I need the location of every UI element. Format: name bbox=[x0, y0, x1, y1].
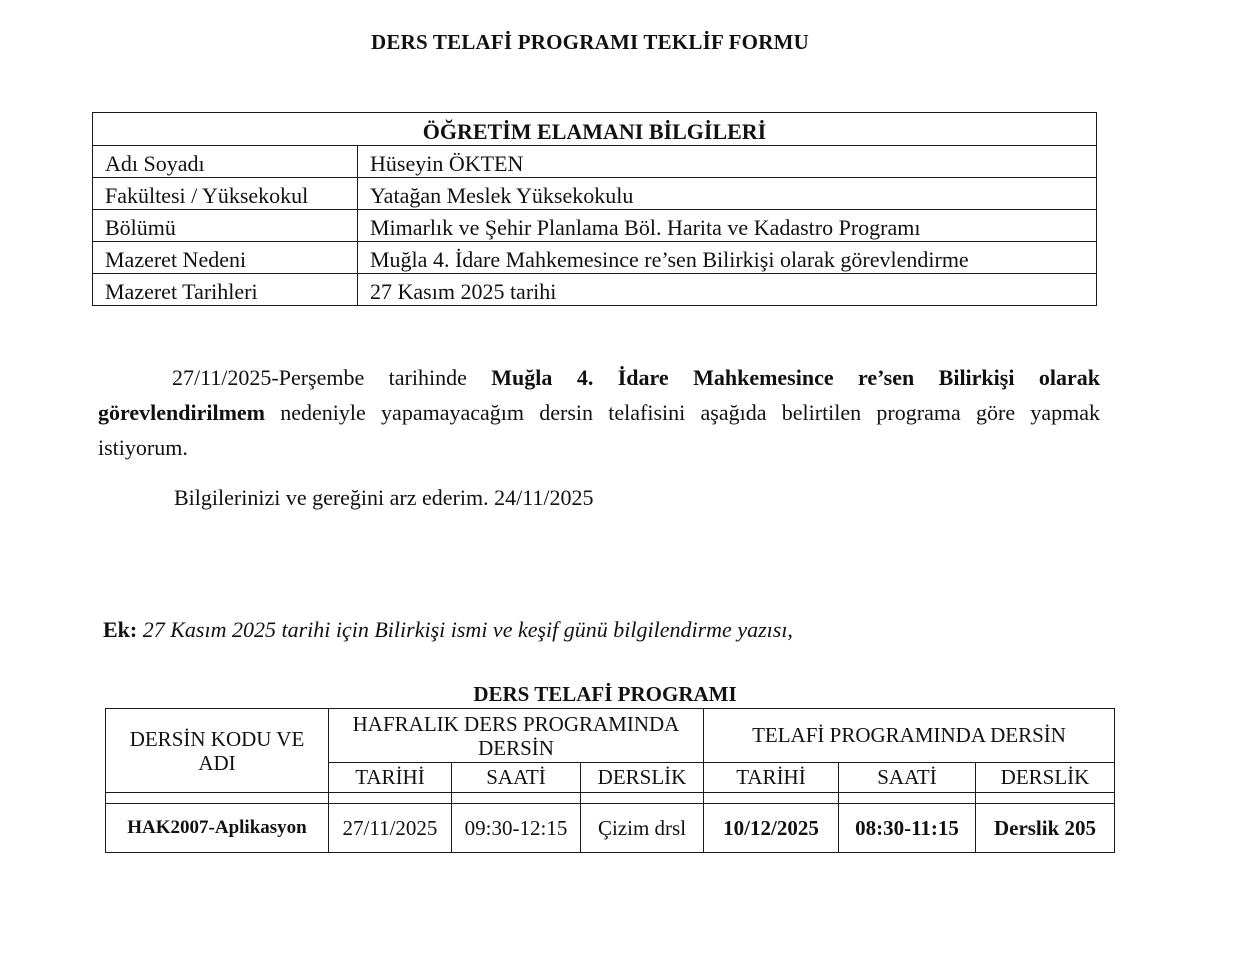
instructor-info-table bbox=[92, 112, 1097, 306]
group-makeup-header: TELAFİ PROGRAMINDA DERSİN bbox=[704, 709, 1115, 763]
cell-course: HAK2007-Aplikasyon bbox=[106, 804, 329, 853]
info-row-faculty bbox=[93, 178, 1097, 210]
col-course-header: DERSİN KODU VE ADI bbox=[106, 709, 329, 793]
info-value: Muğla 4. İdare Mahkemesince re’sen Bilirkişi olarak görevlendirme bbox=[358, 242, 1097, 274]
info-value: Hüseyin ÖKTEN bbox=[358, 146, 1097, 178]
col-makeup-room: DERSLİK bbox=[976, 763, 1115, 793]
spacer-row bbox=[106, 793, 1115, 804]
col-weekly-date: TARİHİ bbox=[329, 763, 452, 793]
request-paragraph bbox=[98, 360, 1100, 465]
table-row bbox=[106, 804, 1115, 853]
cell-makeup-time: 08:30-11:15 bbox=[839, 804, 976, 853]
info-label: Mazeret Nedeni bbox=[93, 242, 358, 274]
info-value: Mimarlık ve Şehir Planlama Böl. Harita ve Kadastro Programı bbox=[358, 210, 1097, 242]
instructor-info-heading: ÖĞRETİM ELAMANI BİLGİLERİ bbox=[93, 113, 1097, 146]
info-row-name bbox=[93, 146, 1097, 178]
attachment-note bbox=[103, 617, 793, 643]
group-weekly-header: HAFRALIK DERS PROGRAMINDA DERSİN bbox=[329, 709, 704, 763]
paragraph-text-1: 27/11/2025-Perşembe tarihinde bbox=[172, 365, 492, 390]
paragraph-bold-text: Muğla 4. İdare Mahkemesince re’sen Bilirkişi olarak görevlendirilmem bbox=[98, 365, 1100, 425]
col-makeup-date: TARİHİ bbox=[704, 763, 839, 793]
form-title: DERS TELAFİ PROGRAMI TEKLİF FORMU bbox=[371, 30, 809, 54]
cell-weekly-time: 09:30-12:15 bbox=[452, 804, 581, 853]
info-value: Yatağan Meslek Yüksekokulu bbox=[358, 178, 1097, 210]
col-makeup-time: SAATİ bbox=[839, 763, 976, 793]
attachment-text: 27 Kasım 2025 tarihi için Bilirkişi ismi ve keşif günü bilgilendirme yazısı, bbox=[137, 617, 793, 642]
program-title: DERS TELAFİ PROGRAMI bbox=[473, 682, 737, 706]
cell-weekly-room: Çizim drsl bbox=[581, 804, 704, 853]
info-value: 27 Kasım 2025 tarihi bbox=[358, 274, 1097, 306]
attachment-label: Ek: bbox=[103, 617, 138, 642]
info-label: Fakültesi / Yüksekokul bbox=[93, 178, 358, 210]
paragraph-text-2: nedeniyle yapamayacağım dersin telafisini aşağıda belirtilen programa göre yapmak istiyorum. bbox=[98, 400, 1100, 460]
info-label: Bölümü bbox=[93, 210, 358, 242]
info-label: Adı Soyadı bbox=[93, 146, 358, 178]
info-label: Mazeret Tarihleri bbox=[93, 274, 358, 306]
closing-line: Bilgilerinizi ve gereğini arz ederim. 24/11/2025 bbox=[174, 485, 594, 510]
info-row-excuse-dates bbox=[93, 274, 1097, 306]
cell-makeup-room: Derslik 205 bbox=[976, 804, 1115, 853]
info-row-department bbox=[93, 210, 1097, 242]
info-row-excuse-reason bbox=[93, 242, 1097, 274]
col-weekly-time: SAATİ bbox=[452, 763, 581, 793]
col-weekly-room: DERSLİK bbox=[581, 763, 704, 793]
cell-makeup-date: 10/12/2025 bbox=[704, 804, 839, 853]
cell-weekly-date: 27/11/2025 bbox=[329, 804, 452, 853]
makeup-program-table bbox=[105, 708, 1115, 853]
